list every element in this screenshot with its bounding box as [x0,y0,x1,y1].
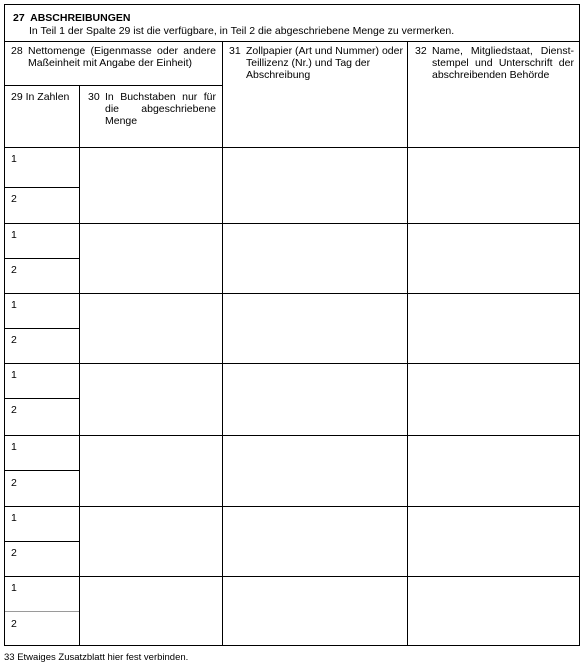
row-3-mid-line [5,328,79,329]
row-4-bottom-line [5,435,579,436]
divider-column-28 [5,85,222,86]
row-6-bottom-line [5,576,579,577]
row-5-part-1: 1 [11,441,17,453]
column-31-header: Zollpapier (Art und Nummer) oder Teillizenz (Nr.) und Tag der Abschreibung [246,45,403,81]
column-32-number: 32 [415,45,427,57]
section-27-instruction: In Teil 1 der Spalte 29 ist die verfügbare, in Teil 2 die abgeschriebene Menge zu vermerken. [29,25,455,37]
divider-31-32 [407,41,408,645]
row-5-mid-line [5,470,79,471]
row-2-part-2: 2 [11,264,17,276]
row-3-part-1: 1 [11,299,17,311]
column-32-header: Name, Mitgliedstaat, Dienst-stempel und Unterschrift der abschreibenden Behörde [432,45,574,81]
row-4-mid-line [5,398,79,399]
divider-30-31 [222,41,223,645]
row-3-part-2: 2 [11,334,17,346]
column-28-header: Nettomenge (Eigenmasse oder andere Maßeinheit mit Angabe der Einheit) [28,45,216,69]
row-5-part-2: 2 [11,477,17,489]
column-28-number: 28 [11,45,23,57]
row-2-bottom-line [5,293,579,294]
section-27-title: ABSCHREIBUNGEN [30,12,131,24]
row-4-part-2: 2 [11,404,17,416]
column-30-number: 30 [88,91,100,103]
row-7-part-1: 1 [11,582,17,594]
section-27-number: 27 [13,12,25,24]
row-2-mid-line [5,258,79,259]
footer-note: 33 Etwaiges Zusatzblatt hier fest verbinden. [4,652,189,663]
column-29-number: 29 [11,91,23,103]
divider-29-30 [79,85,80,645]
divider-section-27 [5,41,579,42]
row-1-bottom-line [5,223,579,224]
row-6-part-1: 1 [11,512,17,524]
row-7-part-2: 2 [11,618,17,630]
column-29-text: In Zahlen [25,91,70,103]
column-29-header [11,91,69,103]
row-1-part-2: 2 [11,193,17,205]
abschreibungen-form [4,4,580,646]
row-5-bottom-line [5,506,579,507]
row-3-bottom-line [5,363,579,364]
row-6-mid-line [5,541,79,542]
row-2-part-1: 1 [11,229,17,241]
row-4-part-1: 1 [11,369,17,381]
column-31-number: 31 [229,45,241,57]
column-30-header: In Buchstaben nur für die abgeschriebene Menge [105,91,216,127]
row-1-mid-line [5,187,79,188]
row-1-part-1: 1 [11,153,17,165]
section-27-heading [13,12,130,24]
divider-header [5,147,579,148]
row-7-mid-line [5,611,79,612]
row-6-part-2: 2 [11,547,17,559]
